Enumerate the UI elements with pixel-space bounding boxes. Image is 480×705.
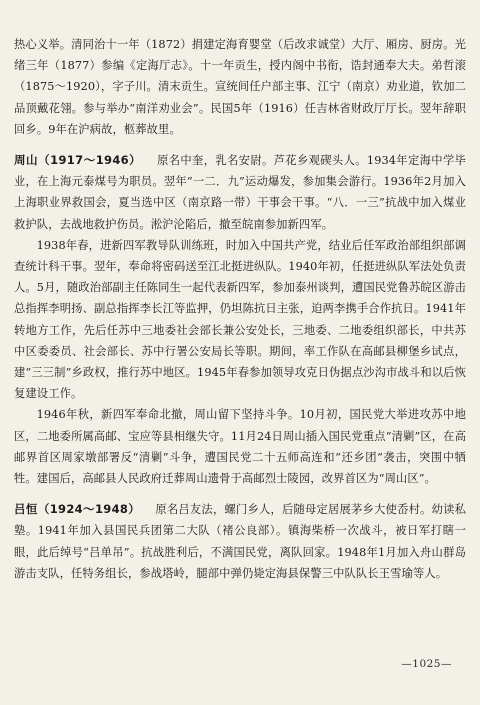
entry-lv-heng-name: 吕恒（1924～1948） xyxy=(14,502,141,517)
page-number: —1025— xyxy=(401,658,452,670)
entry-zhou-shan-paragraph: 1946年秋，新四军奉命北撤，周山留下坚持斗争。10月初，国民党大举进攻苏中地区，二地委所属高邮、宝应等县相继失守。11月24日周山插入国民党重点“清剿”区，在高邮界首区周家墩部署反“清剿”斗争，遭国民党二十五师高连和“还乡团”袭击，突围中牺牲。建国后，高邮县人民政府迁葬周山遗骨于高邮烈士陵园，改界首区为“周山区”。 xyxy=(14,408,466,486)
entry-lv-heng-header-paragraph xyxy=(14,499,466,584)
entry-zhou-shan-intro-text: 原名中奎，乳名安尉。芦花乡观碶头人。1934年定海中学毕业，在上海元泰煤号为职员。翌年“一二．九”运动爆发，参加集会游行。1936年2月加入上海职业界救国会，夏当选中区（南京路一带）干事会干事。“八．一三”抗战中加入煤业救护队，去战地救护伤员。淞沪沦陷后，撤至皖南参加新四军。 xyxy=(14,154,466,231)
entry-zhou-shan-paragraph: 1938年春，进新四军教导队训练班，时加入中国共产党，结业后任军政治部组织部调查统计科干事。翌年，奉命将密码送至江北挺进纵队。1940年初，任挺进纵队军法处负责人。5月，随政治部副主任陈同生一起代表新四军，参加泰州谈判，遭国民党鲁苏皖区游击总指挥李明扬、副总指挥李长江等监押，仍坦陈抗日主张，迫两李携手合作抗日。1941年转地方工作，先后任苏中三地委社会部长兼公安处长，三地委、二地委组织部长，中共苏中区委委员、社会部长、苏中行署公安局长等职。期间，率工作队在高邮县柳堡乡试点，建“三三制”乡政权，推行苏中地区。1945年春参加领导攻克日伪据点沙沟市战斗和以后恢复建设工作。 xyxy=(14,238,466,401)
entry-zhou-shan-header-paragraph xyxy=(14,150,466,235)
entry-lv-heng-intro-text: 原名吕友法，螺门乡人，后随母定居展茅乡大使岙村。幼读私塾。1941年加入县国民兵团第二大队（褚公良部）。镇海柴桥一次战斗，被日军打瞎一眼，此后绰号“吕单吊”。抗战胜利后，不满国民党，离队回家。1948年1月加入舟山群岛游击支队，任特务组长，参战塔岭，腿部中弹仍毙定海县保警三中队队长王雪瑜等人。 xyxy=(14,503,467,580)
entry-zhou-shan-name: 周山（1917～1946） xyxy=(14,153,142,168)
page-content xyxy=(14,34,466,584)
intro-paragraph: 热心义举。清同治十一年（1872）捐建定海育婴堂（后改求诚堂）大厅、厢房、厨房。光绪三年（1877）参编《定海厅志》。十一年贡生，授内阁中书衔，诰封通奉大夫。弟哲滚（1875～1920），字子川。清末贡生。宣统间任户部主事、江宁（南京）劝业道，钦加二品顶戴花翎。参与举办“南洋劝业会”。民国5年（1916）任吉林省财政厅厅长。翌年辞职回乡。9年在沪病故，柩葬故里。 xyxy=(14,38,466,136)
